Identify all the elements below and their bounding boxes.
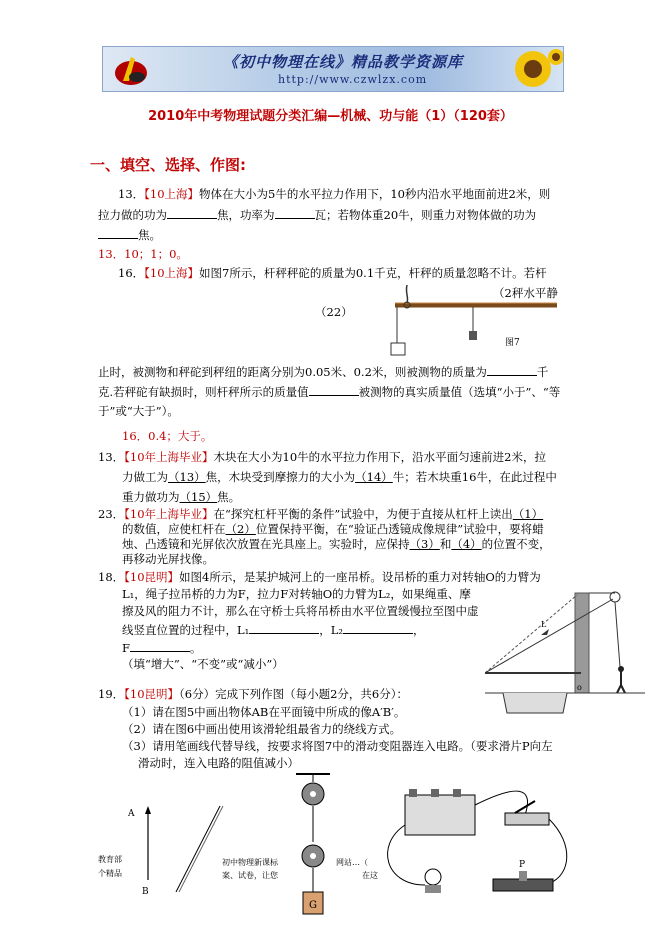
watermark-3a: 案、试卷，让您 [222,871,278,880]
slider-label-P: P [519,860,526,870]
q18-line6: （填“增大”、“不变”或“减小”） [122,657,284,671]
banner-title: 《初中物理在线》精品教学资源库 [223,53,464,71]
fig4-label-O: o [577,683,582,692]
circuit-figure [375,785,575,900]
watermark-2a: 初中物理新课标 [222,858,278,867]
q16-line5: 于”或“大于”）。 [98,404,179,418]
q18-line3: 擦及风的阻力不计，那么在守桥士兵将吊桥由水平位置缓慢拉至图中虚 [122,604,479,618]
q13a-line3: 焦。 [98,227,161,242]
q16-line2: （2秤水平静 [493,286,558,300]
weight-label-G: G [309,900,317,911]
q23-line4: 再移动光屏找像。 [122,552,214,566]
logo-icon [111,51,151,87]
watermark-1a: 教育部 [98,855,122,864]
pulley-figure [288,772,338,932]
q16-line1: 16．【10上海】如图7所示，杆秤秤砣的质量为0.1千克，杆秤的质量忽略不计。若杆 [118,266,547,280]
document-title: 2010年中考物理试题分类汇编—机械、功与能（1）（120套） [148,109,513,124]
sunflower-icon [498,47,563,91]
q16-line3: 止时，被测物和秤砣到秤纽的距离分别为0.05米、0.2米，则被测物的质量为 千 [98,365,549,379]
q13a-answer: 13．10；1；0。 [98,247,188,261]
drawbridge-figure [485,585,645,715]
q23-line3: 烛、凸透镜和光屏依次放置在光具座上。实验时，应保持（3）和（4）的位置不变， [122,537,551,551]
q19-line1: 19．【10昆明】（6分）完成下列作图（每小题2分，共6分）： [98,687,408,701]
fig7-label: 图7 [505,338,520,348]
q16-number22: （22） [315,305,353,319]
q18-line2: L₁，绳子拉吊桥的力为F，拉力F对转轴O的力臂为L₂，如果绳重、摩 [122,587,471,601]
fig5-label-B: B [142,887,149,897]
q18-line5: F 。 [122,641,202,655]
q16-line4: 克.若秤砣有缺损时，则杆秤所示的质量值 被测物的真实质量值（选填“小于”、“等 [98,385,561,399]
q19-line5: 滑动时，连入电路的阻值减小） [138,756,299,770]
q18-line1: 18．【10昆明】如图4所示，是某护城河上的一座吊桥。设吊桥的重力对转轴O的力臂为 [98,570,541,584]
watermark-2b: 网站…（ [336,858,368,867]
section-title: 一、填空、选择、作图: [90,156,246,174]
fig5-label-A: A [128,809,135,819]
steelyard-figure [385,285,565,360]
q13b-line2: 力做工为（13）焦，木块受到摩擦力的大小为（14）牛；若木块重16牛，在此过程中 [122,470,557,484]
q19-line4: （3）请用笔画线代替导线，按要求将图7中的滑动变阻器连入电路。（要求滑片P向左 [122,739,553,753]
q13a-line1: 13．【10上海】物体在大小为5牛的水平拉力作用下，10秒内沿水平地面前进2米，则 [118,187,551,201]
q23-line2: 的数值，应使杠杆在（2）位置保持平衡，在“验证凸透镜成像规律”试验中，要将蜡 [122,522,544,536]
q13b-line3: 重力做功为（15）焦。 [122,490,241,504]
watermark-1b: 个精品 [98,869,122,878]
q13a-line2: 拉力做的功为 焦，功率为 瓦；若物体重20牛，则重力对物体做的功为 [98,208,537,222]
q19-line3: （2）请在图6中画出使用该滑轮组最省力的绕线方式。 [122,722,402,736]
q16-answer: 16．0.4；大于。 [122,429,213,443]
q18-line4: 线竖直位置的过程中，L₁ ，L₂ ， [122,623,425,637]
header-banner [102,46,564,92]
banner-url[interactable]: http://www.czwlzx.com [278,73,428,86]
mirror-figure [98,800,228,900]
q23-line1: 23．【10年上海毕业】在“探究杠杆平衡的条件”试验中，为便于直接从杠杆上读出（1） [98,507,544,521]
watermark-3b: 在这 [362,871,378,880]
fig4-label-L: L [541,620,547,629]
q13b-line1: 13．【10年上海毕业】木块在大小为10牛的水平拉力作用下，沿水平面匀速前进2米，拉 [98,450,546,464]
q19-line2: （1）请在图5中画出物体AB在平面镜中所成的像A′B′。 [122,705,406,719]
